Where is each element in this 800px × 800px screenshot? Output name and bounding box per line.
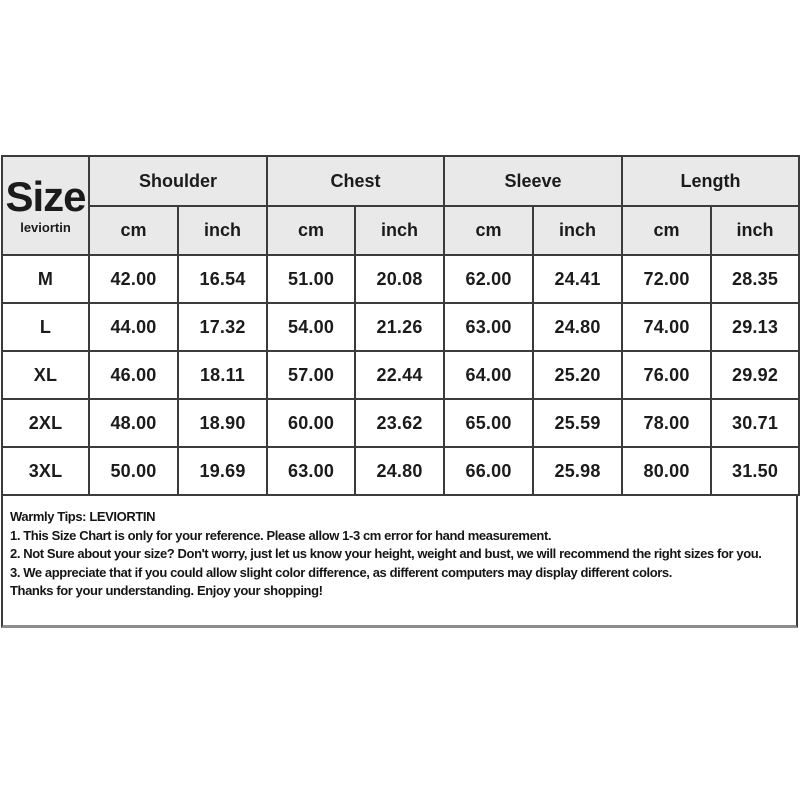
cell-value: 57.00: [267, 351, 355, 399]
table-row-l: [2, 303, 799, 351]
size-value: L: [2, 303, 89, 351]
cell-value: 16.54: [178, 255, 267, 303]
tips-line-1: 1. This Size Chart is only for your reference. Please allow 1-3 cm error for hand measurement.: [10, 527, 552, 543]
cell-value: 28.35: [711, 255, 799, 303]
cell-value: 54.00: [267, 303, 355, 351]
cell-value: 22.44: [355, 351, 444, 399]
brand-label: leviortin: [20, 219, 71, 235]
unit-sleeve-inch: inch: [533, 206, 622, 255]
cell-value: 64.00: [444, 351, 533, 399]
group-header-shoulder: Shoulder: [89, 156, 267, 206]
cell-value: 72.00: [622, 255, 711, 303]
size-chart-table: [1, 155, 800, 496]
cell-value: 29.92: [711, 351, 799, 399]
cell-value: 65.00: [444, 399, 533, 447]
cell-value: 76.00: [622, 351, 711, 399]
size-title: Size: [5, 172, 86, 220]
cell-value: 50.00: [89, 447, 178, 495]
size-chart-content: [1, 155, 798, 628]
cell-value: 20.08: [355, 255, 444, 303]
cell-value: 17.32: [178, 303, 267, 351]
unit-header-row: [2, 206, 799, 255]
unit-sleeve-cm: cm: [444, 206, 533, 255]
cell-value: 46.00: [89, 351, 178, 399]
group-header-sleeve: Sleeve: [444, 156, 622, 206]
cell-value: 62.00: [444, 255, 533, 303]
tips-line-3: 3. We appreciate that if you could allow slight color difference, as different computers may display different colors.: [10, 564, 672, 580]
cell-value: 19.69: [178, 447, 267, 495]
unit-shoulder-cm: cm: [89, 206, 178, 255]
size-header-cell: [2, 156, 89, 255]
size-value: 2XL: [2, 399, 89, 447]
cell-value: 30.71: [711, 399, 799, 447]
cell-value: 80.00: [622, 447, 711, 495]
cell-value: 18.90: [178, 399, 267, 447]
cell-value: 74.00: [622, 303, 711, 351]
cell-value: 18.11: [178, 351, 267, 399]
cell-value: 78.00: [622, 399, 711, 447]
unit-shoulder-inch: inch: [178, 206, 267, 255]
tips-line-2: 2. Not Sure about your size? Don't worry, just let us know your height, weight and bust, we will recommend the right sizes for you.: [10, 546, 762, 562]
cell-value: 66.00: [444, 447, 533, 495]
cell-value: 25.98: [533, 447, 622, 495]
cell-value: 44.00: [89, 303, 178, 351]
size-value: M: [2, 255, 89, 303]
tips-title: Warmly Tips: LEVIORTIN: [10, 509, 156, 524]
cell-value: 63.00: [444, 303, 533, 351]
group-header-length: Length: [622, 156, 799, 206]
cell-value: 25.20: [533, 351, 622, 399]
cell-value: 29.13: [711, 303, 799, 351]
unit-length-cm: cm: [622, 206, 711, 255]
cell-value: 51.00: [267, 255, 355, 303]
cell-value: 24.80: [355, 447, 444, 495]
table-row-2xl: [2, 399, 799, 447]
table-row-xl: [2, 351, 799, 399]
cell-value: 31.50: [711, 447, 799, 495]
unit-chest-cm: cm: [267, 206, 355, 255]
cell-value: 23.62: [355, 399, 444, 447]
size-value: XL: [2, 351, 89, 399]
size-value: 3XL: [2, 447, 89, 495]
cell-value: 21.26: [355, 303, 444, 351]
cell-value: 63.00: [267, 447, 355, 495]
warmly-tips-box: [1, 496, 798, 628]
cell-value: 25.59: [533, 399, 622, 447]
unit-chest-inch: inch: [355, 206, 444, 255]
cell-value: 24.80: [533, 303, 622, 351]
cell-value: 48.00: [89, 399, 178, 447]
table-row-m: [2, 255, 799, 303]
cell-value: 24.41: [533, 255, 622, 303]
cell-value: 42.00: [89, 255, 178, 303]
header-group-row: [2, 156, 799, 206]
tips-line-4: Thanks for your understanding. Enjoy your shopping!: [10, 583, 323, 599]
unit-length-inch: inch: [711, 206, 799, 255]
table-row-3xl: [2, 447, 799, 495]
cell-value: 60.00: [267, 399, 355, 447]
group-header-chest: Chest: [267, 156, 444, 206]
